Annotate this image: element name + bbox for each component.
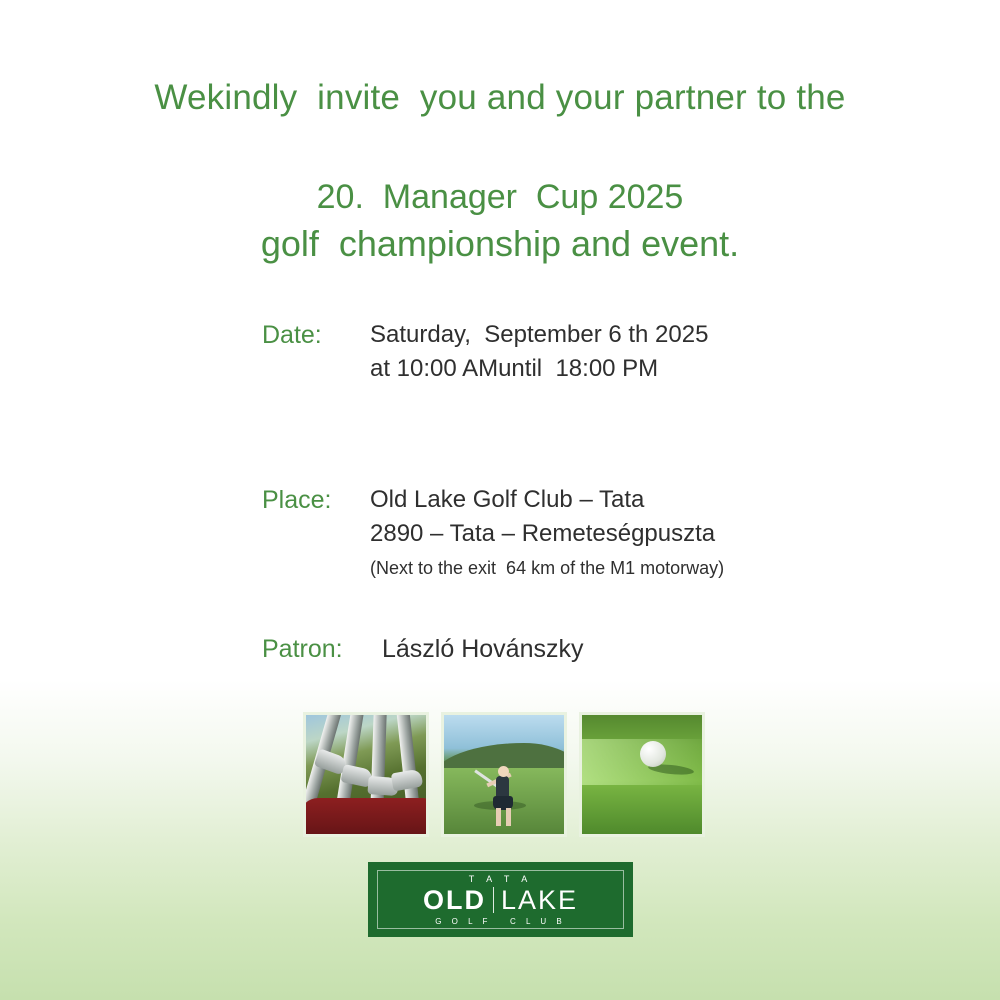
detail-row-date [262,318,902,386]
patron-value: László Hovánszky [382,635,584,663]
photo-strip [303,712,705,837]
golf-ball-green-photo [579,712,705,837]
logo-top-text: T A T A [468,873,533,884]
golfer-leg [506,808,511,826]
old-lake-golf-club-logo [368,862,633,937]
place-value-line-1: Old Lake Golf Club – Tata [370,486,645,513]
golf-bag-icon [303,798,429,837]
date-value-line-2: at 10:00 AMuntil 18:00 PM [370,355,659,382]
date-value-line-1: Saturday, September 6 th 2025 [370,321,709,348]
date-value [370,318,708,386]
logo-word-old: OLD [422,884,486,915]
place-value-line-2: 2890 – Tata – Remeteségpuszta [370,520,716,547]
logo-sub-text: G O L F C L U B [435,916,566,926]
golf-ball-icon [640,741,666,767]
event-title [0,175,1000,269]
club-head-icon [391,769,424,792]
place-value [370,483,724,583]
place-label: Place: [262,486,332,514]
event-title-line-1: 20. Manager Cup 2025 [316,178,684,216]
date-label: Date: [262,321,322,349]
logo-frame [377,870,624,929]
golfer-head [498,766,509,777]
detail-row-patron [262,632,902,666]
golfer-swing-photo [441,712,567,837]
logo-word-lake: LAKE [500,884,579,915]
patron-label: Patron: [262,635,343,663]
place-value-note: (Next to the exit 64 km of the M1 motorway) [370,558,725,578]
logo-wordmark [423,885,578,916]
logo-divider [493,887,494,913]
headline-text: Wekindly invite you and your partner to the [154,78,846,117]
event-title-line-2: golf championship and event. [260,223,740,264]
golfer-leg [496,808,501,826]
golf-clubs-photo [303,712,429,837]
detail-row-place [262,483,902,583]
event-details [262,318,902,666]
